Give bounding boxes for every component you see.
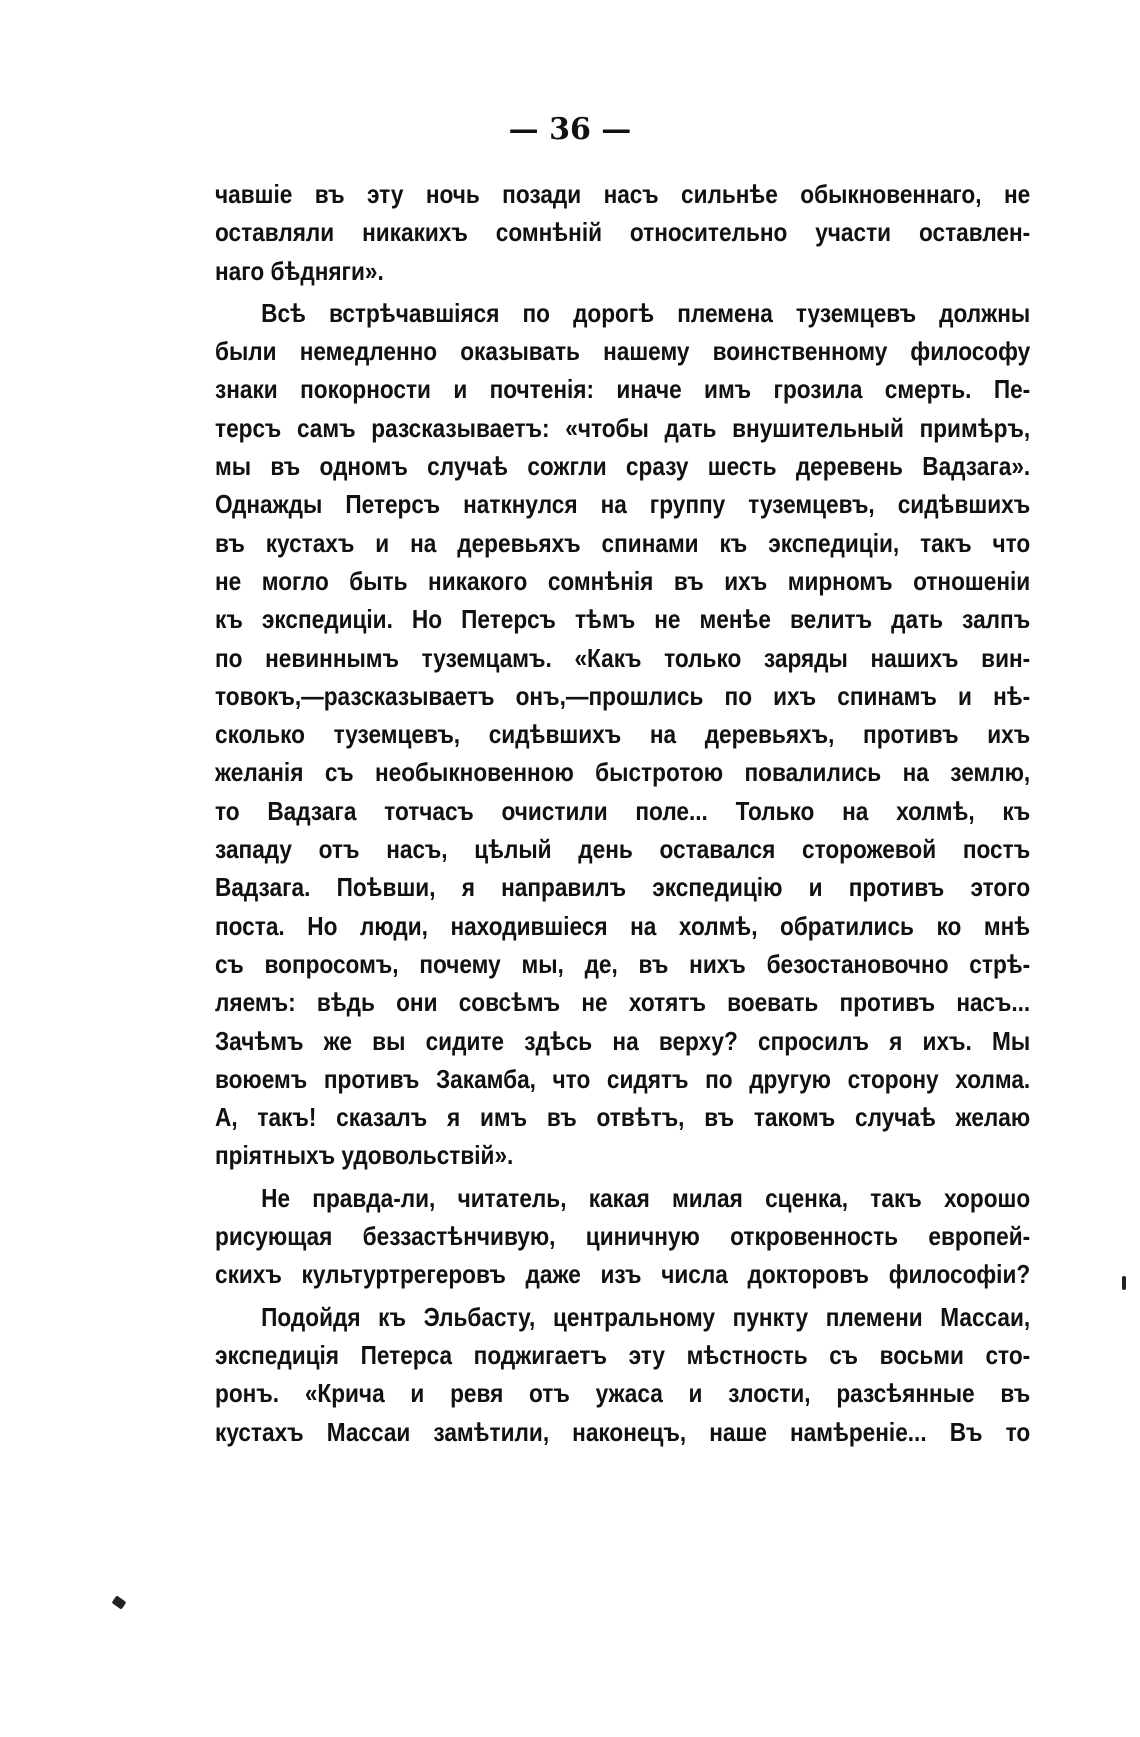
text-line: Всѣ встрѣчавшіяся по дорогѣ племена туземцевъ должны	[261, 297, 1031, 328]
page-number: — 36 —	[508, 112, 632, 147]
text-line: къ экспедиціи. Но Петерсъ тѣмъ не менѣе велитъ дать залпъ	[215, 604, 1031, 635]
text-line: Зачѣмъ же вы сидите здѣсь на верху? спросилъ я ихъ. Мы	[215, 1025, 1031, 1056]
text-line: знаки покорности и почтенія: иначе имъ грозила смерть. Пе-	[215, 374, 1031, 405]
text-line: ляемъ: вѣдь они совсѣмъ не хотятъ воевать противъ насъ...	[215, 987, 1031, 1018]
ink-speck	[112, 1595, 127, 1609]
text-line: оставляли никакихъ сомнѣній относительно участи оставлен-	[215, 217, 1031, 248]
text-line: желанія съ необыкновенною быстротою повалились на землю,	[215, 757, 1031, 788]
text-line: скихъ культуртрегеровъ даже изъ числа докторовъ философіи?	[215, 1259, 1031, 1290]
text-line: съ вопросомъ, почему мы, де, въ нихъ безостановочно стрѣ-	[215, 948, 1031, 979]
text-line: Однажды Петерсъ наткнулся на группу туземцевъ, сидѣвшихъ	[215, 489, 1031, 520]
body-text	[215, 175, 1030, 1451]
ink-speck	[1122, 1276, 1126, 1290]
text-line: ронъ. «Крича и ревя отъ ужаса и злости, разсѣянные въ	[215, 1378, 1031, 1409]
text-line: товокъ,—разсказываетъ онъ,—прошлись по ихъ спинамъ и нѣ-	[215, 680, 1031, 711]
text-line: западу отъ насъ, цѣлый день оставался сторожевой постъ	[215, 834, 1031, 865]
text-line: не могло быть никакого сомнѣнія въ ихъ мирномъ отношеніи	[215, 565, 1031, 596]
text-line: по невиннымъ туземцамъ. «Какъ только заряды нашихъ вин-	[215, 642, 1031, 673]
text-line: Не правда-ли, читатель, какая милая сценка, такъ хорошо	[261, 1182, 1031, 1213]
text-line: терсъ самъ разсказываетъ: «чтобы дать внушительный примѣръ,	[215, 412, 1031, 443]
text-line: наго бѣдняги».	[215, 255, 384, 286]
text-line: Вадзага. Поѣвши, я направилъ экспедицію и противъ этого	[215, 872, 1031, 903]
text-line: мы въ одномъ случаѣ сожгли сразу шесть деревень Вадзага».	[215, 451, 1031, 482]
text-line: то Вадзага тотчасъ очистили поле... Только на холмѣ, къ	[215, 795, 1031, 826]
text-line: поста. Но люди, находившіеся на холмѣ, обратились ко мнѣ	[215, 910, 1031, 941]
text-line: А, такъ! сказалъ я имъ въ отвѣтъ, въ такомъ случаѣ желаю	[215, 1102, 1031, 1133]
text-line: воюемъ противъ Закамба, что сидятъ по другую сторону холма.	[215, 1063, 1031, 1094]
text-line: Подойдя къ Эльбасту, центральному пункту племени Массаи,	[261, 1301, 1031, 1332]
text-line: чавшіе въ эту ночь позади насъ сильнѣе обыкновеннаго, не	[215, 179, 1031, 209]
text-line: пріятныхъ удовольствій».	[215, 1140, 514, 1171]
text-line: кустахъ Массаи замѣтили, наконецъ, наше намѣреніе... Въ то	[215, 1416, 1031, 1447]
text-line: сколько туземцевъ, сидѣвшихъ на деревьяхъ, противъ ихъ	[215, 719, 1031, 750]
text-line: рисующая беззастѣнчивую, циничную откровенность европей-	[215, 1221, 1031, 1252]
text-line: экспедиція Петерса поджигаетъ эту мѣстность съ восьми сто-	[215, 1339, 1031, 1370]
text-line: въ кустахъ и на деревьяхъ спинами къ экспедиціи, такъ что	[215, 527, 1031, 558]
text-line: были немедленно оказывать нашему воинственному философу	[215, 336, 1031, 367]
